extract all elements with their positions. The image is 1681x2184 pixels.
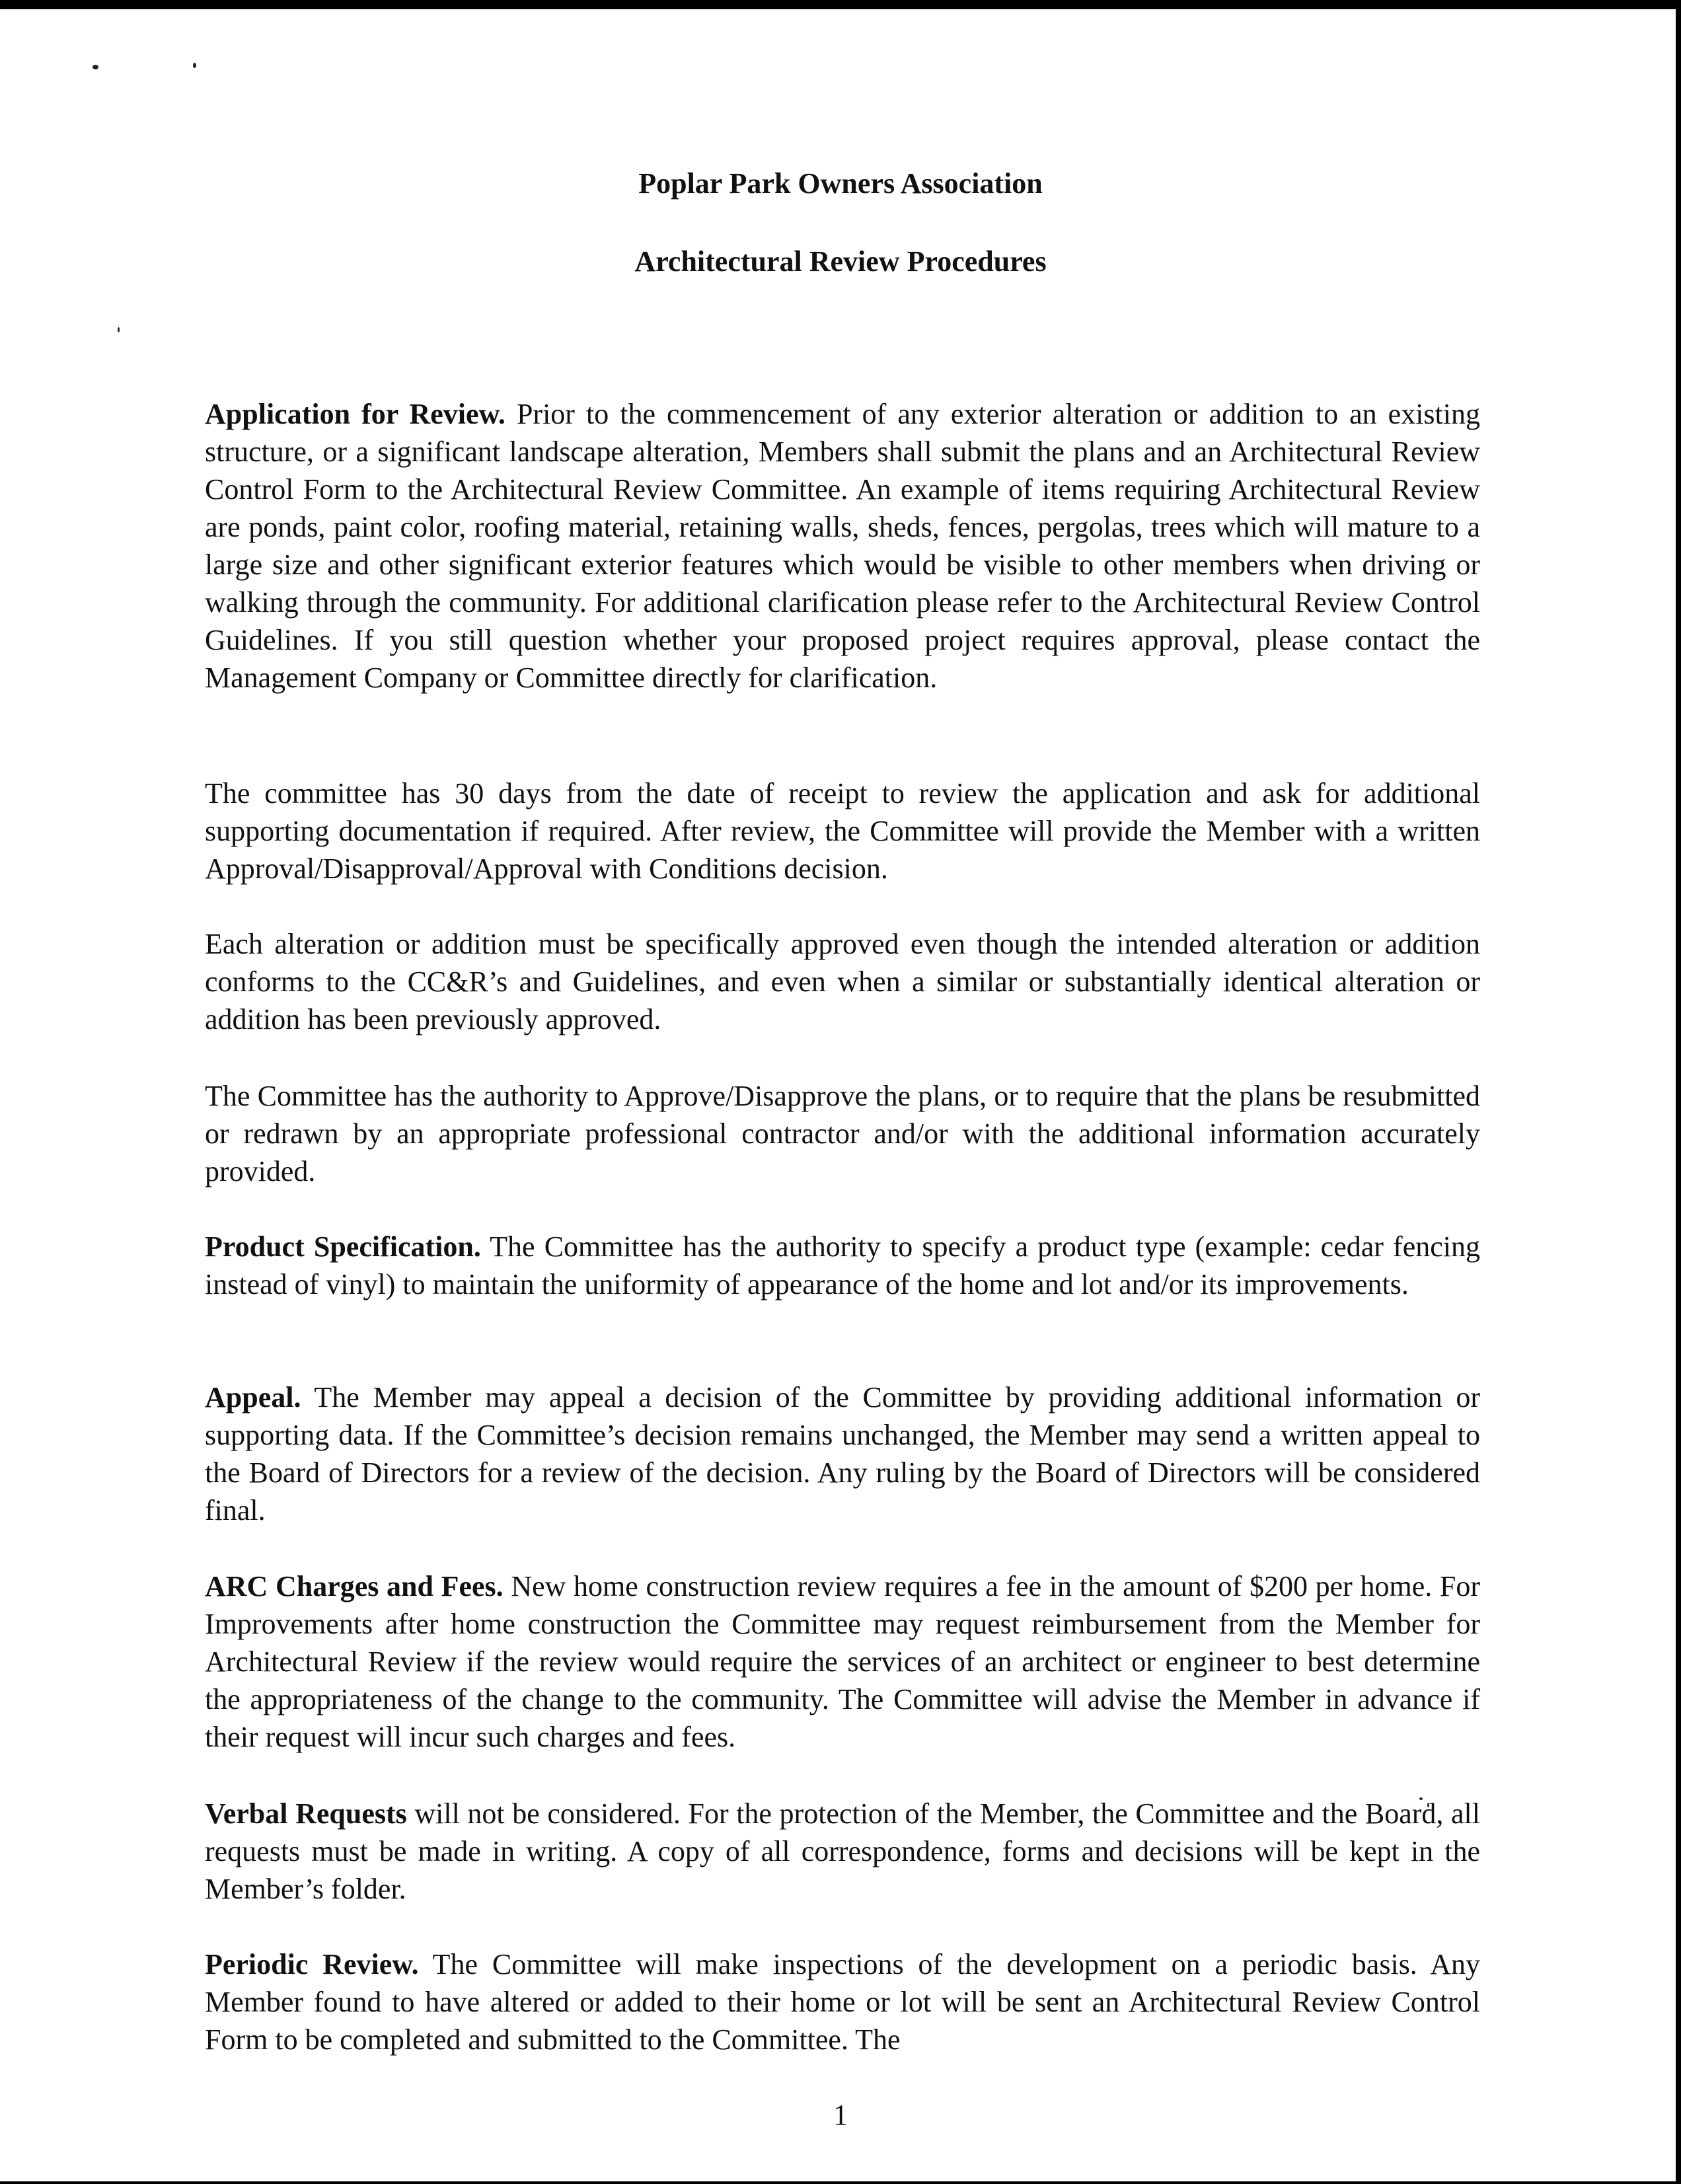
section-heading: Product Specification. [205, 1230, 481, 1263]
section-text: The committee has 30 days from the date of receipt to review the application and ask for additional supporting documentation if required. After review, the Committee will provide the Member with a written Approval/Disapproval/Approval with Conditions decision. [205, 777, 1480, 885]
section-periodic-review [205, 1945, 1480, 2058]
section-text: New home construction review requires a fee in the amount of $200 per home. For Improvements after home construction the Committee may request reimbursement from the Member for Architectural Review if the review would require the services of an architect or engineer to best determine the appropriateness of the change to the community. The Committee will advise the Member in advance if their request will incur such charges and fees. [205, 1570, 1480, 1753]
section-text: Each alteration or addition must be specifically approved even though the intended alteration or addition conforms to the CC&R’s and Guidelines, and even when a similar or substantially identical alteration or addition has been previously approved. [205, 928, 1480, 1036]
scan-top-border [0, 0, 1681, 9]
scan-speck [118, 327, 120, 332]
section-text: The Committee has the authority to specify a product type (example: cedar fencing instead of vinyl) to maintain the uniformity of appearance of the home and lot and/or its improvements. [205, 1230, 1480, 1300]
organization-title: Poplar Park Owners Association [638, 167, 1043, 200]
scan-speck [193, 63, 196, 68]
section-review-period [205, 774, 1480, 887]
section-product-specification [205, 1228, 1480, 1303]
scan-right-border [1676, 0, 1681, 2184]
section-heading: Appeal. [205, 1381, 301, 1413]
scan-bottom-border [0, 2181, 1681, 2184]
section-heading: ARC Charges and Fees. [205, 1570, 504, 1602]
section-heading: Periodic Review. [205, 1948, 419, 1980]
section-application-for-review [205, 395, 1480, 697]
page-number: 1 [833, 2099, 848, 2131]
section-arc-charges-and-fees [205, 1567, 1480, 1756]
document-title: Architectural Review Procedures [634, 245, 1047, 278]
section-text: The Committee will make inspections of the development on a periodic basis. Any Member found to have altered or added to their home or lot will be sent an Architectural Review Control Form to be completed and submitted to the Committee. The [205, 1948, 1480, 2056]
section-heading: Verbal Requests [205, 1797, 407, 1830]
section-text: The Committee has the authority to Approve/Disapprove the plans, or to require that the plans be resubmitted or redrawn by an appropriate professional contractor and/or with the additional information accurately provided. [205, 1080, 1480, 1187]
scan-speck [93, 65, 98, 69]
section-specific-approval [205, 925, 1480, 1038]
section-committee-authority [205, 1077, 1480, 1190]
section-appeal [205, 1378, 1480, 1529]
section-text: Prior to the commencement of any exterior alteration or addition to an existing structure, or a significant landscape alteration, Members shall submit the plans and an Architectural Review Control Form to the Architectural Review Committee. An example of items requiring Architectural Review are ponds, paint color, roofing material, retaining walls, sheds, fences, pergolas, trees which will mature to a large size and other significant exterior features which would be visible to other members when driving or walking through the community. For additional clarification please refer to the Architectural Review Control Guidelines. If you still question whether your proposed project requires approval, please contact the Management Company or Committee directly for clarification. [205, 398, 1481, 694]
section-verbal-requests [205, 1795, 1480, 1908]
section-heading: Application for Review. [205, 398, 505, 430]
section-text: will not be considered. For the protection of the Member, the Committee and the Board, all requests must be made in writing. A copy of all correspondence, forms and decisions will be kept in the Member’s folder. [205, 1797, 1480, 1905]
section-text: The Member may appeal a decision of the Committee by providing additional information or supporting data. If the Committee’s decision remains unchanged, the Member may send a written appeal to the Board of Directors for a review of the decision. Any ruling by the Board of Directors will be considered final. [205, 1381, 1480, 1526]
